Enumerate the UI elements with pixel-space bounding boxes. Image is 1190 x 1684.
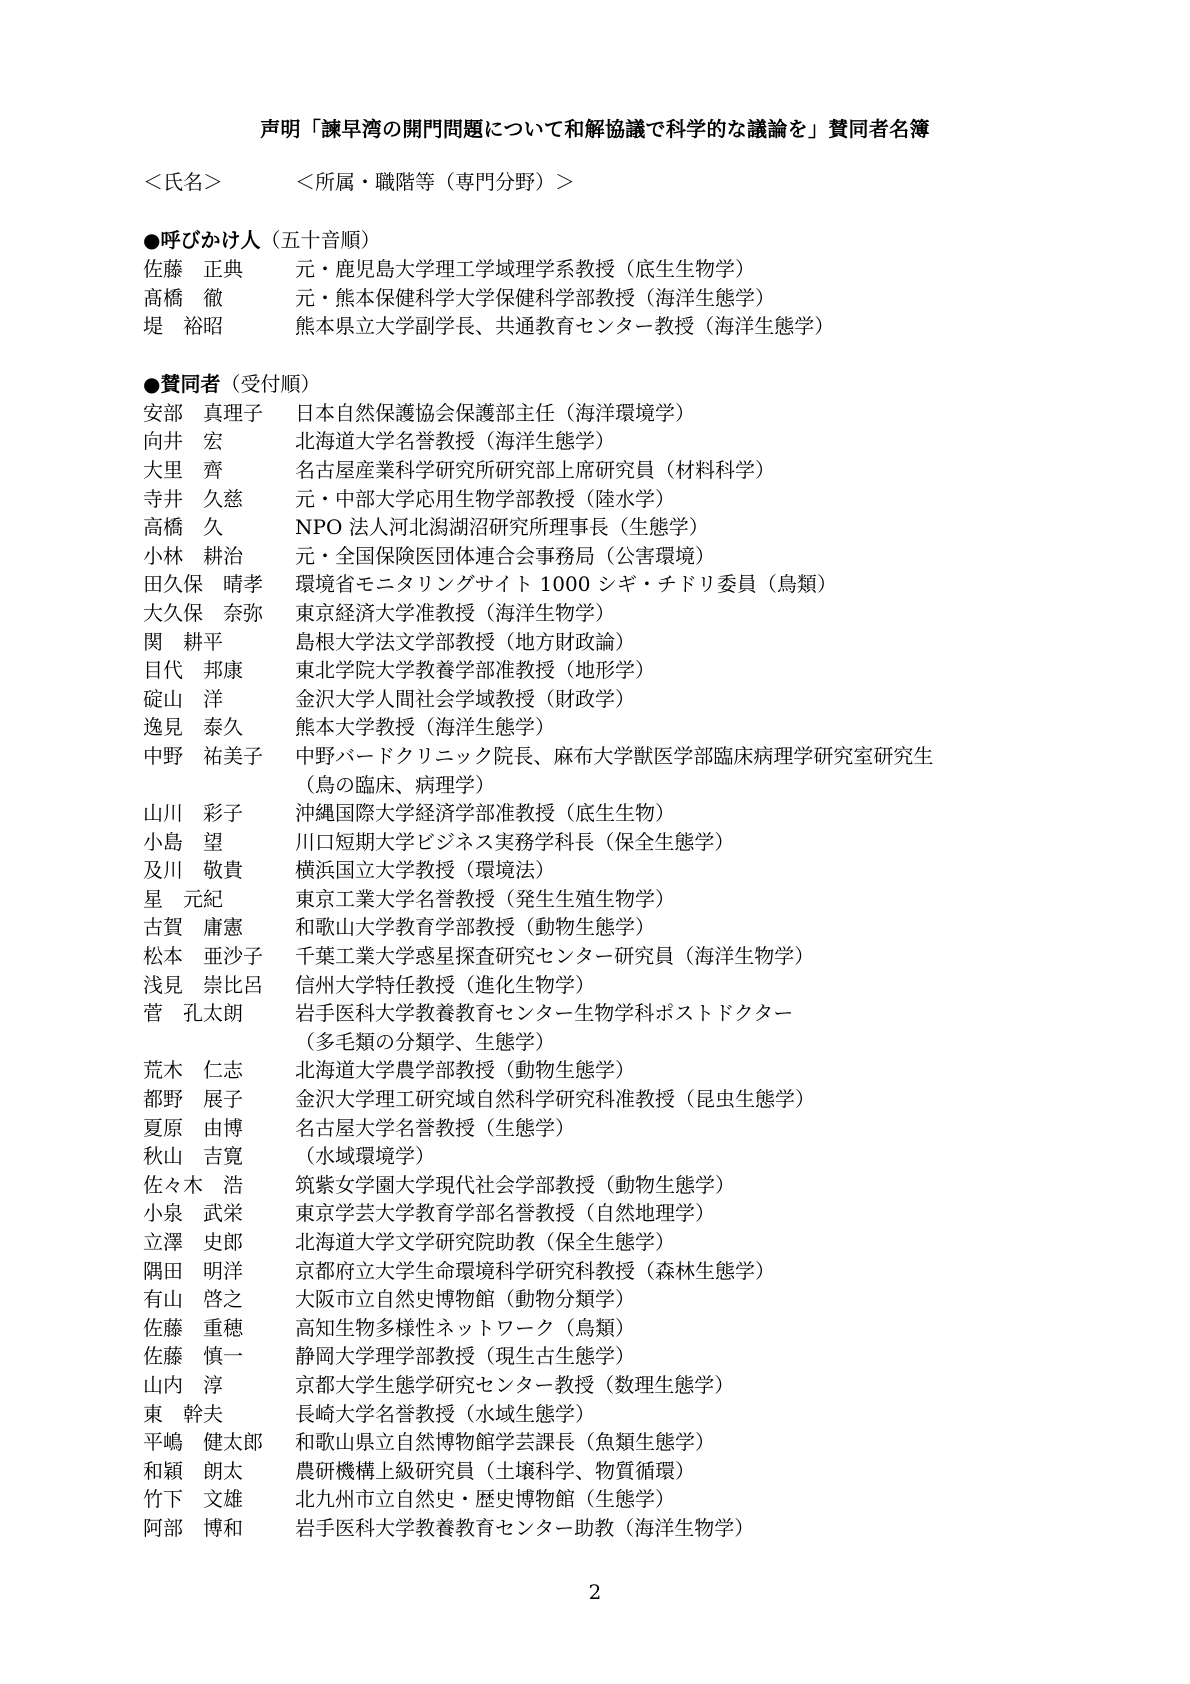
affiliation-line: 元・全国保険医団体連合会事務局（公害環境） (295, 543, 715, 568)
person-row (143, 1371, 1043, 1400)
person-affiliation (295, 1056, 1043, 1085)
affiliation-line: 信州大学特任教授（進化生物学） (295, 972, 595, 997)
person-affiliation (295, 255, 1043, 284)
affiliation-line: 元・熊本保健科学大学保健科学部教授（海洋生態学） (295, 285, 775, 310)
person-row (143, 255, 1043, 284)
person-name: 小泉 武栄 (143, 1201, 243, 1226)
person-row (143, 828, 1043, 857)
person-affiliation (295, 1257, 1043, 1286)
affiliation-line: 大阪市立自然史博物館（動物分類学） (295, 1287, 635, 1312)
person-row (143, 1228, 1043, 1257)
affiliation-line: 川口短期大学ビジネス実務学科長（保全生態学） (295, 829, 735, 854)
person-name: 菅 孔太朗 (143, 1001, 243, 1026)
person-row (143, 628, 1043, 657)
affiliation-line: 東京工業大学名誉教授（発生生殖生物学） (295, 886, 675, 911)
person-name: 和穎 朗太 (143, 1458, 243, 1483)
person-affiliation (295, 713, 1043, 742)
person-name: 浅見 崇比呂 (143, 972, 263, 997)
person-name: 目代 邦康 (143, 658, 243, 683)
person-affiliation (295, 628, 1043, 657)
person-row (143, 1285, 1043, 1314)
person-name: 佐藤 慎一 (143, 1344, 243, 1369)
affiliation-line: 和歌山大学教育学部教授（動物生態学） (295, 915, 655, 940)
person-row (143, 1342, 1043, 1371)
affiliation-line: 東京学芸大学教育学部名誉教授（自然地理学） (295, 1201, 715, 1226)
person-row (143, 856, 1043, 885)
person-name: 安部 真理子 (143, 400, 263, 425)
person-affiliation (295, 456, 1043, 485)
person-row (143, 685, 1043, 714)
person-affiliation (295, 312, 1043, 341)
person-row (143, 1056, 1043, 1085)
person-name: 堤 裕昭 (143, 314, 223, 339)
affiliation-line: 高知生物多様性ネットワーク（鳥類） (295, 1315, 635, 1340)
affiliation-column-header: ＜所属・職階等（専門分野）＞ (295, 170, 575, 194)
person-row (143, 1171, 1043, 1200)
person-name: 小島 望 (143, 829, 223, 854)
person-affiliation (295, 828, 1043, 857)
person-affiliation (295, 570, 1043, 599)
affiliation-line: 名古屋大学名誉教授（生態学） (295, 1115, 575, 1140)
person-row (143, 1199, 1043, 1228)
person-name: 山内 淳 (143, 1372, 223, 1397)
person-name: 山川 彩子 (143, 801, 243, 826)
person-row (143, 570, 1043, 599)
affiliation-line: 岩手医科大学教養教育センター助教（海洋生物学） (295, 1515, 755, 1540)
person-affiliation (295, 799, 1043, 828)
person-affiliation (295, 913, 1043, 942)
person-affiliation (295, 1371, 1043, 1400)
roster (143, 168, 1043, 1543)
person-affiliation (295, 399, 1043, 428)
person-affiliation (295, 885, 1043, 914)
affiliation-line: 中野バードクリニック院長、麻布大学獣医学部臨床病理学研究室研究生 (295, 743, 934, 768)
affiliation-line: 沖縄国際大学経済学部准教授（底生生物） (295, 801, 675, 826)
person-row (143, 799, 1043, 828)
affiliation-line: 千葉工業大学惑星探査研究センター研究員（海洋生物学） (295, 944, 815, 969)
affiliation-line: 筑紫女学園大学現代社会学部教授（動物生態学） (295, 1172, 735, 1197)
affiliation-line: 金沢大学理工研究域自然科学研究科准教授（昆虫生態学） (295, 1087, 815, 1112)
section-heading-note: （五十音順） (260, 228, 381, 252)
section-heading-label: ●賛同者 (143, 371, 221, 396)
person-affiliation (295, 1199, 1043, 1228)
person-affiliation (295, 513, 1043, 542)
affiliation-line: 農研機構上級研究員（土壌科学、物質循環） (295, 1458, 695, 1483)
affiliation-line: 長崎大学名誉教授（水域生態学） (295, 1401, 595, 1426)
person-row (143, 485, 1043, 514)
person-row (143, 1457, 1043, 1486)
person-affiliation (295, 542, 1043, 571)
page-number: 2 (588, 1580, 602, 1604)
affiliation-line: 北海道大学名誉教授（海洋生態学） (295, 429, 615, 454)
person-row (143, 1142, 1043, 1171)
person-name: 佐藤 正典 (143, 257, 243, 281)
section-heading (143, 226, 1043, 255)
affiliation-line: （鳥の臨床、病理学） (295, 772, 495, 797)
affiliation-line: 環境省モニタリングサイト 1000 シギ・チドリ委員（鳥類） (295, 572, 837, 597)
person-row (143, 542, 1043, 571)
person-affiliation (295, 1342, 1043, 1371)
person-affiliation (295, 1142, 1043, 1171)
affiliation-line: 熊本大学教授（海洋生態学） (295, 715, 555, 740)
person-name: 有山 啓之 (143, 1287, 243, 1312)
affiliation-line: 東北学院大学教養学部准教授（地形学） (295, 658, 655, 683)
person-affiliation (295, 999, 1043, 1056)
person-row (143, 713, 1043, 742)
section-spacer (143, 341, 1043, 370)
affiliation-line: 和歌山県立自然博物館学芸課長（魚類生態学） (295, 1430, 715, 1455)
person-name: 関 耕平 (143, 629, 223, 654)
person-row (143, 942, 1043, 971)
person-name: 松本 亜沙子 (143, 944, 263, 969)
person-name: 星 元紀 (143, 886, 223, 911)
affiliation-line: 元・中部大学応用生物学部教授（陸水学） (295, 486, 675, 511)
affiliation-line: 北九州市立自然史・歴史博物館（生態学） (295, 1487, 675, 1512)
person-name: 田久保 晴孝 (143, 572, 263, 597)
person-row (143, 1400, 1043, 1429)
person-name: 都野 展子 (143, 1087, 243, 1112)
person-name: 阿部 博和 (143, 1515, 243, 1540)
affiliation-line: 横浜国立大学教授（環境法） (295, 858, 555, 883)
person-name: 竹下 文雄 (143, 1487, 243, 1512)
person-name: 及川 敬貴 (143, 858, 243, 883)
person-affiliation (295, 942, 1043, 971)
person-row (143, 1114, 1043, 1143)
affiliation-line: 京都府立大学生命環境科学研究科教授（森林生態学） (295, 1258, 775, 1283)
person-affiliation (295, 685, 1043, 714)
person-name: 隅田 明洋 (143, 1258, 243, 1283)
person-row (143, 599, 1043, 628)
person-row (143, 284, 1043, 313)
affiliation-line: 岩手医科大学教養教育センター生物学科ポストドクター (295, 1001, 794, 1026)
person-name: 大久保 奈弥 (143, 600, 263, 625)
person-name: 髙橋 徹 (143, 285, 223, 310)
person-affiliation (295, 1514, 1043, 1543)
person-name: 小林 耕治 (143, 543, 243, 568)
person-name: 佐々木 浩 (143, 1172, 243, 1197)
person-row (143, 1485, 1043, 1514)
page-title: 声明「諫早湾の開門問題について和解協議で科学的な議論を」賛同者名簿 (260, 117, 930, 141)
person-row (143, 1514, 1043, 1543)
person-name: 佐藤 重穂 (143, 1315, 243, 1340)
person-affiliation (295, 1428, 1043, 1457)
affiliation-line: 島根大学法文学部教授（地方財政論） (295, 629, 635, 654)
person-affiliation (295, 599, 1043, 628)
person-row (143, 656, 1043, 685)
name-column-header: ＜氏名＞ (143, 170, 223, 194)
affiliation-line: （水域環境学） (295, 1144, 435, 1169)
person-affiliation (295, 1314, 1043, 1343)
person-name: 古賀 庸憲 (143, 915, 243, 940)
affiliation-line: 日本自然保護協会保護部主任（海洋環境学） (295, 400, 695, 425)
person-affiliation (295, 1114, 1043, 1143)
person-name: 夏原 由博 (143, 1115, 243, 1140)
affiliation-line: 静岡大学理学部教授（現生古生態学） (295, 1344, 635, 1369)
person-affiliation (295, 1085, 1043, 1114)
person-row (143, 312, 1043, 341)
person-name: 逸見 泰久 (143, 715, 243, 740)
person-affiliation (295, 1171, 1043, 1200)
person-name: 中野 祐美子 (143, 743, 263, 768)
section-spacer (143, 197, 1043, 226)
sections (143, 197, 1043, 1543)
person-name: 大里 齊 (143, 457, 223, 482)
person-row (143, 1428, 1043, 1457)
person-row (143, 1314, 1043, 1343)
person-row (143, 513, 1043, 542)
person-affiliation (295, 427, 1043, 456)
person-row (143, 742, 1043, 799)
person-row (143, 427, 1043, 456)
person-name: 秋山 吉寛 (143, 1144, 243, 1169)
person-name: 立澤 史郎 (143, 1230, 243, 1254)
person-name: 寺井 久慈 (143, 486, 243, 511)
person-name: 碇山 洋 (143, 686, 223, 711)
column-headers (143, 168, 1043, 197)
person-row (143, 456, 1043, 485)
person-name: 荒木 仁志 (143, 1058, 243, 1083)
person-row (143, 399, 1043, 428)
person-affiliation (295, 742, 1043, 799)
person-affiliation (295, 1400, 1043, 1429)
section-heading-note: （受付順） (220, 371, 321, 396)
person-affiliation (295, 485, 1043, 514)
person-row (143, 1085, 1043, 1114)
person-row (143, 999, 1043, 1056)
person-affiliation (295, 1228, 1043, 1257)
person-affiliation (295, 656, 1043, 685)
section-heading (143, 370, 1043, 399)
affiliation-line: （多毛類の分類学、生態学） (295, 1029, 555, 1054)
affiliation-line: 北海道大学文学研究院助教（保全生態学） (295, 1230, 675, 1254)
section-heading-label: ●呼びかけ人 (143, 228, 261, 252)
person-affiliation (295, 856, 1043, 885)
affiliation-line: 東京経済大学准教授（海洋生物学） (295, 600, 615, 625)
affiliation-line: 金沢大学人間社会学域教授（財政学） (295, 686, 635, 711)
person-affiliation (295, 1285, 1043, 1314)
person-affiliation (295, 1457, 1043, 1486)
person-row (143, 913, 1043, 942)
person-name: 平嶋 健太郎 (143, 1430, 263, 1455)
person-name: 東 幹夫 (143, 1401, 223, 1426)
affiliation-line: 名古屋産業科学研究所研究部上席研究員（材料科学） (295, 457, 775, 482)
person-row (143, 885, 1043, 914)
affiliation-line: 京都大学生態学研究センター教授（数理生態学） (295, 1372, 735, 1397)
person-name: 高橋 久 (143, 515, 223, 540)
affiliation-line: 元・鹿児島大学理工学域理学系教授（底生生物学） (295, 257, 755, 281)
person-row (143, 971, 1043, 1000)
affiliation-line: 熊本県立大学副学長、共通教育センター教授（海洋生態学） (295, 314, 835, 339)
affiliation-line: NPO 法人河北潟湖沼研究所理事長（生態学） (295, 515, 709, 540)
person-name: 向井 宏 (143, 429, 223, 454)
affiliation-line: 北海道大学農学部教授（動物生態学） (295, 1058, 635, 1083)
person-affiliation (295, 1485, 1043, 1514)
person-affiliation (295, 284, 1043, 313)
person-affiliation (295, 971, 1043, 1000)
person-row (143, 1257, 1043, 1286)
